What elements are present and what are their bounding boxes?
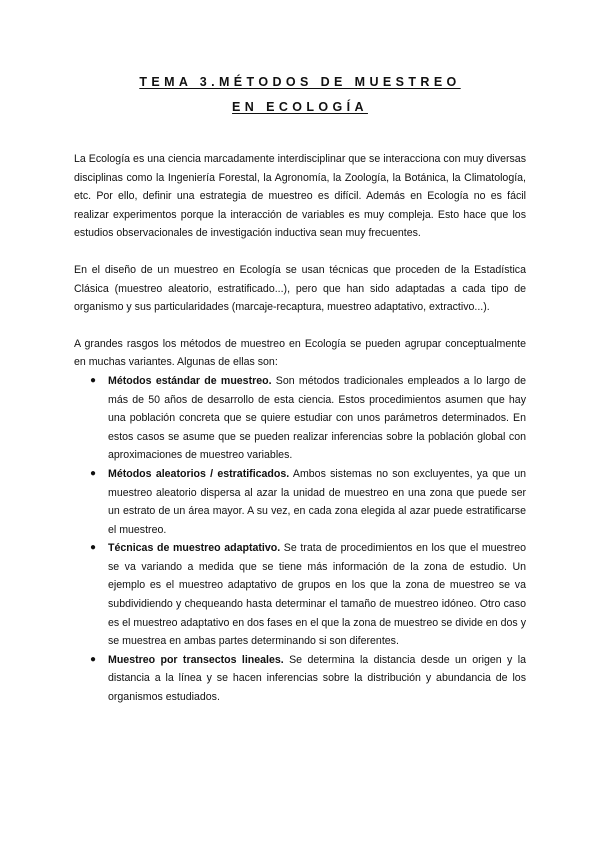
bullet-icon: ● [90, 374, 97, 386]
list-item-term: Métodos estándar de muestreo. [108, 374, 272, 387]
list-item-term: Muestreo por transectos lineales. [108, 653, 284, 666]
design-paragraph: En el diseño de un muestreo en Ecología se usan técnicas que proceden de la Estadística Clásica (muestreo aleatorio, estratificado...), pero que han sido adaptadas a cada tipo de organismo y sus particularidades (marcaje-recaptura, muestreo adaptativo, extractivo...). [74, 263, 526, 314]
list-item-text: Se determina la distancia desde un origen y la distancia a la línea y se hacen inferencias sobre la distribución y abundancia de los organismos estudiados. [108, 653, 526, 704]
methods-list [74, 372, 526, 707]
list-item [90, 372, 526, 465]
list-item-text: Son métodos tradicionales empleados a lo largo de más de 50 años de desarrollo de esta ciencia. Estos procedimientos asumen que hay una población concreta que se quiere estudiar con unos parámetros determinados. En estos casos se asume que se pueden realizar inferencias sobre la población global con aproximaciones de muestreo variables. [108, 374, 526, 462]
methods-intro-paragraph: A grandes rasgos los métodos de muestreo en Ecología se pueden agrupar conceptualmente en muchas variantes. Algunas de ellas son: [74, 337, 526, 369]
list-item [90, 465, 526, 539]
list-item-text: Se trata de procedimientos en los que el muestreo se va variando a medida que se tiene más información de la zona de estudio. Un ejemplo es el muestreo adaptativo de grupos en los que la zona de muestreo se va subdividiendo y chequeando hasta determinar el tamaño de muestreo idóneo. Otro caso es el muestreo adaptativo en dos fases en el que la zona de muestreo se divide en dos y se muestrea en ambas partes determinando si son diferentes. [108, 542, 526, 648]
bullet-icon: ● [90, 653, 97, 665]
bullet-icon: ● [90, 542, 97, 554]
bullet-icon: ● [90, 467, 97, 479]
page-title [74, 70, 526, 120]
list-item-term: Métodos aleatorios / estratificados. [108, 467, 290, 480]
list-item [90, 651, 526, 707]
list-item-text: Ambos sistemas no son excluyentes, ya que un muestreo aleatorio dispersa al azar la unidad de muestreo en una zona que puede ser un estrato de un área mayor. A su vez, en cada zona elegida al azar puede estratificarse el muestreo. [108, 467, 526, 536]
title-line-2: EN ECOLOGÍA [232, 100, 368, 114]
title-line-1: TEMA 3.MÉTODOS DE MUESTREO [139, 75, 461, 89]
list-item-term: Técnicas de muestreo adaptativo. [108, 542, 281, 555]
list-item [90, 539, 526, 651]
intro-paragraph: La Ecología es una ciencia marcadamente interdisciplinar que se interacciona con muy diversas disciplinas como la Ingeniería Forestal, la Agronomía, la Zoología, la Botánica, la Climatología, etc. Por ello, definir una estrategia de muestreo es difícil. Además en Ecología no es fácil realizar experimentos porque la interacción de variables es muy compleja. Esto hace que los estudios observacionales de investigación inductiva sean muy frecuentes. [74, 153, 526, 240]
